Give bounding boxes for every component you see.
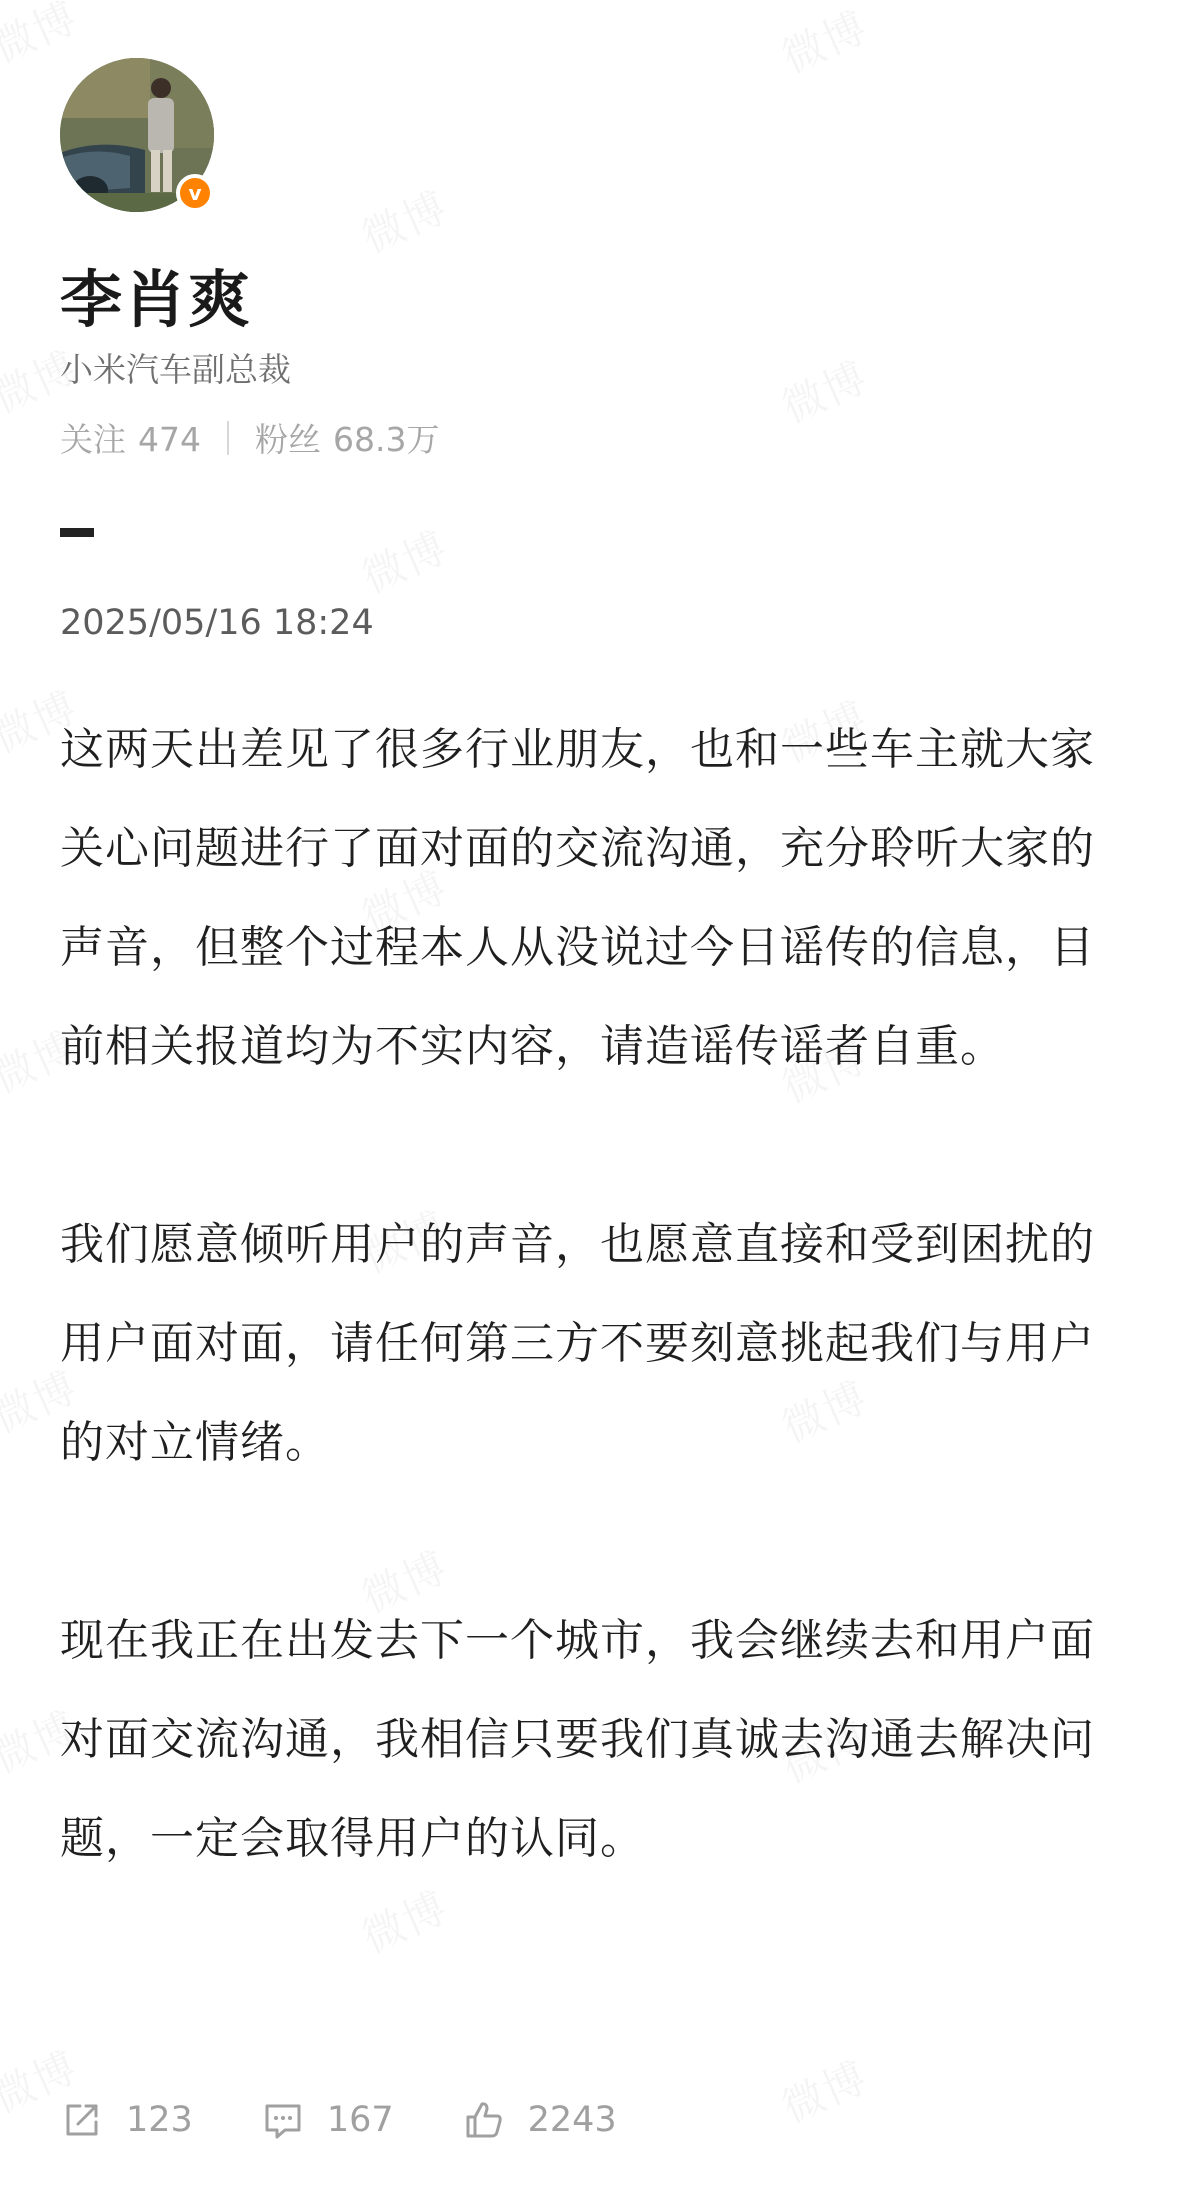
- following-count: 474: [138, 420, 201, 459]
- like-icon: [462, 2098, 506, 2142]
- post-paragraph: 我们愿意倾听用户的声音，也愿意直接和受到困扰的用户面对面，请任何第三方不要刻意挑起我们与用户的对立情绪。: [60, 1219, 1095, 1468]
- like-count: 2243: [527, 2100, 617, 2140]
- user-name[interactable]: 李肖爽: [60, 263, 253, 336]
- avatar-container[interactable]: [60, 58, 214, 212]
- repost-count: 123: [126, 2100, 193, 2140]
- followers-stat[interactable]: [255, 414, 439, 461]
- followers-label: 粉丝: [255, 420, 321, 459]
- watermark: [772, 0, 877, 85]
- watermark: [352, 515, 457, 606]
- repost-button[interactable]: [60, 2098, 193, 2142]
- post-content: [60, 700, 1120, 1888]
- profile-header: [60, 58, 214, 212]
- comment-icon: [261, 2098, 305, 2142]
- post-actions-bar: [60, 2098, 685, 2142]
- following-stat[interactable]: [60, 414, 201, 461]
- comment-button[interactable]: [261, 2098, 394, 2142]
- following-label: 关注: [60, 420, 126, 459]
- watermark: [772, 2045, 877, 2136]
- verified-badge-icon: v: [176, 174, 214, 212]
- watermark: [772, 345, 877, 436]
- profile-stats: [60, 414, 439, 461]
- post-paragraph: 这两天出差见了很多行业朋友，也和一些车主就大家关心问题进行了面对面的交流沟通，充分聆听大家的声音，但整个过程本人从没说过今日谣传的信息，目前相关报道均为不实内容，请造谣传谣者自重。: [60, 724, 1095, 1072]
- stats-divider: [227, 421, 229, 455]
- user-title: 小米汽车副总裁: [60, 350, 291, 389]
- like-button[interactable]: [462, 2098, 617, 2142]
- followers-count: 68.3万: [333, 420, 440, 459]
- comment-count: 167: [326, 2100, 394, 2140]
- watermark: [352, 1875, 457, 1966]
- post-paragraph: 现在我正在出发去下一个城市，我会继续去和用户面对面交流沟通，我相信只要我们真诚去沟通去解决问题，一定会取得用户的认同。: [60, 1615, 1095, 1864]
- watermark: [352, 175, 457, 266]
- repost-icon: [60, 2098, 104, 2142]
- section-divider-mark: [60, 528, 94, 537]
- post-timestamp: 2025/05/16 18:24: [60, 603, 374, 643]
